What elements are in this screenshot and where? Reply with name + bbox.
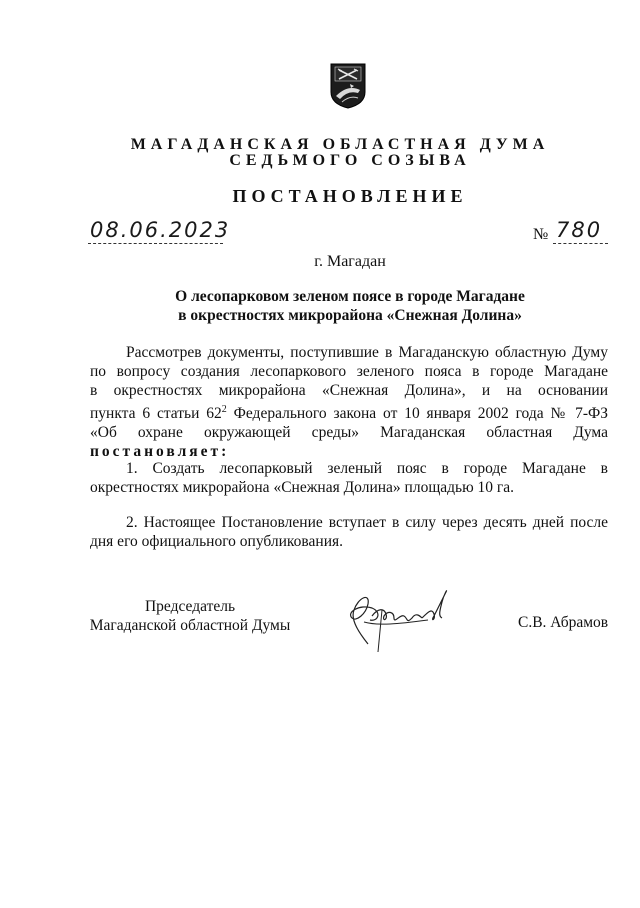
preamble-text: Федерального закона от 10 января 2002 года № 7-ФЗ bbox=[226, 405, 609, 423]
document-number: 780 bbox=[556, 218, 603, 242]
preamble-line: «Об охране окружающей среды» Магаданская областная Дума bbox=[90, 424, 608, 442]
preamble-paragraph bbox=[90, 343, 608, 461]
position-line: Магаданской областной Думы bbox=[89, 617, 291, 634]
coat-of-arms-emblem bbox=[328, 62, 368, 110]
subject-line: в окрестностях микрорайона «Снежная Долина» bbox=[178, 307, 522, 324]
item-2: 2. Настоящее Постановление вступает в силу через десять дней после дня его официального опубликования. bbox=[90, 514, 608, 550]
preamble-line: в окрестностях микрорайона «Снежная Долина», и на основании bbox=[90, 382, 608, 399]
preamble-text: пункта 6 статьи 62 bbox=[90, 405, 222, 423]
position-line: Председатель bbox=[144, 598, 236, 615]
document-title: ПОСТАНОВЛЕНИЕ bbox=[232, 186, 468, 206]
handwritten-signature bbox=[338, 582, 456, 654]
signatory-name: С.В. Абрамов bbox=[518, 614, 609, 631]
convocation: СЕДЬМОГО СОЗЫВА bbox=[229, 152, 471, 169]
item-1: 1. Создать лесопарковый зеленый пояс в городе Магадане в окрестностях микрорайона «Снежная Долина» площадью 10 га. bbox=[90, 460, 608, 496]
number-sign: № bbox=[533, 226, 549, 243]
preamble-line: Рассмотрев документы, поступившие в Магаданскую областную Думу bbox=[126, 344, 608, 361]
superscript: 2 bbox=[221, 404, 227, 415]
organization-name: МАГАДАНСКАЯ ОБЛАСТНАЯ ДУМА bbox=[130, 136, 550, 153]
document-date: 08.06.2023 bbox=[90, 218, 231, 242]
number-underline bbox=[553, 243, 608, 245]
subject-line: О лесопарковом зеленом поясе в городе Магадане bbox=[175, 288, 525, 305]
date-underline bbox=[88, 243, 223, 245]
decree-word: постановляет: bbox=[90, 443, 230, 461]
signatory-position bbox=[86, 597, 294, 635]
city: г. Магадан bbox=[314, 253, 386, 270]
preamble-line bbox=[90, 400, 608, 423]
preamble-line: по вопросу создания лесопаркового зеленого пояса в городе Магадане bbox=[90, 363, 608, 380]
document-subject bbox=[150, 287, 550, 325]
